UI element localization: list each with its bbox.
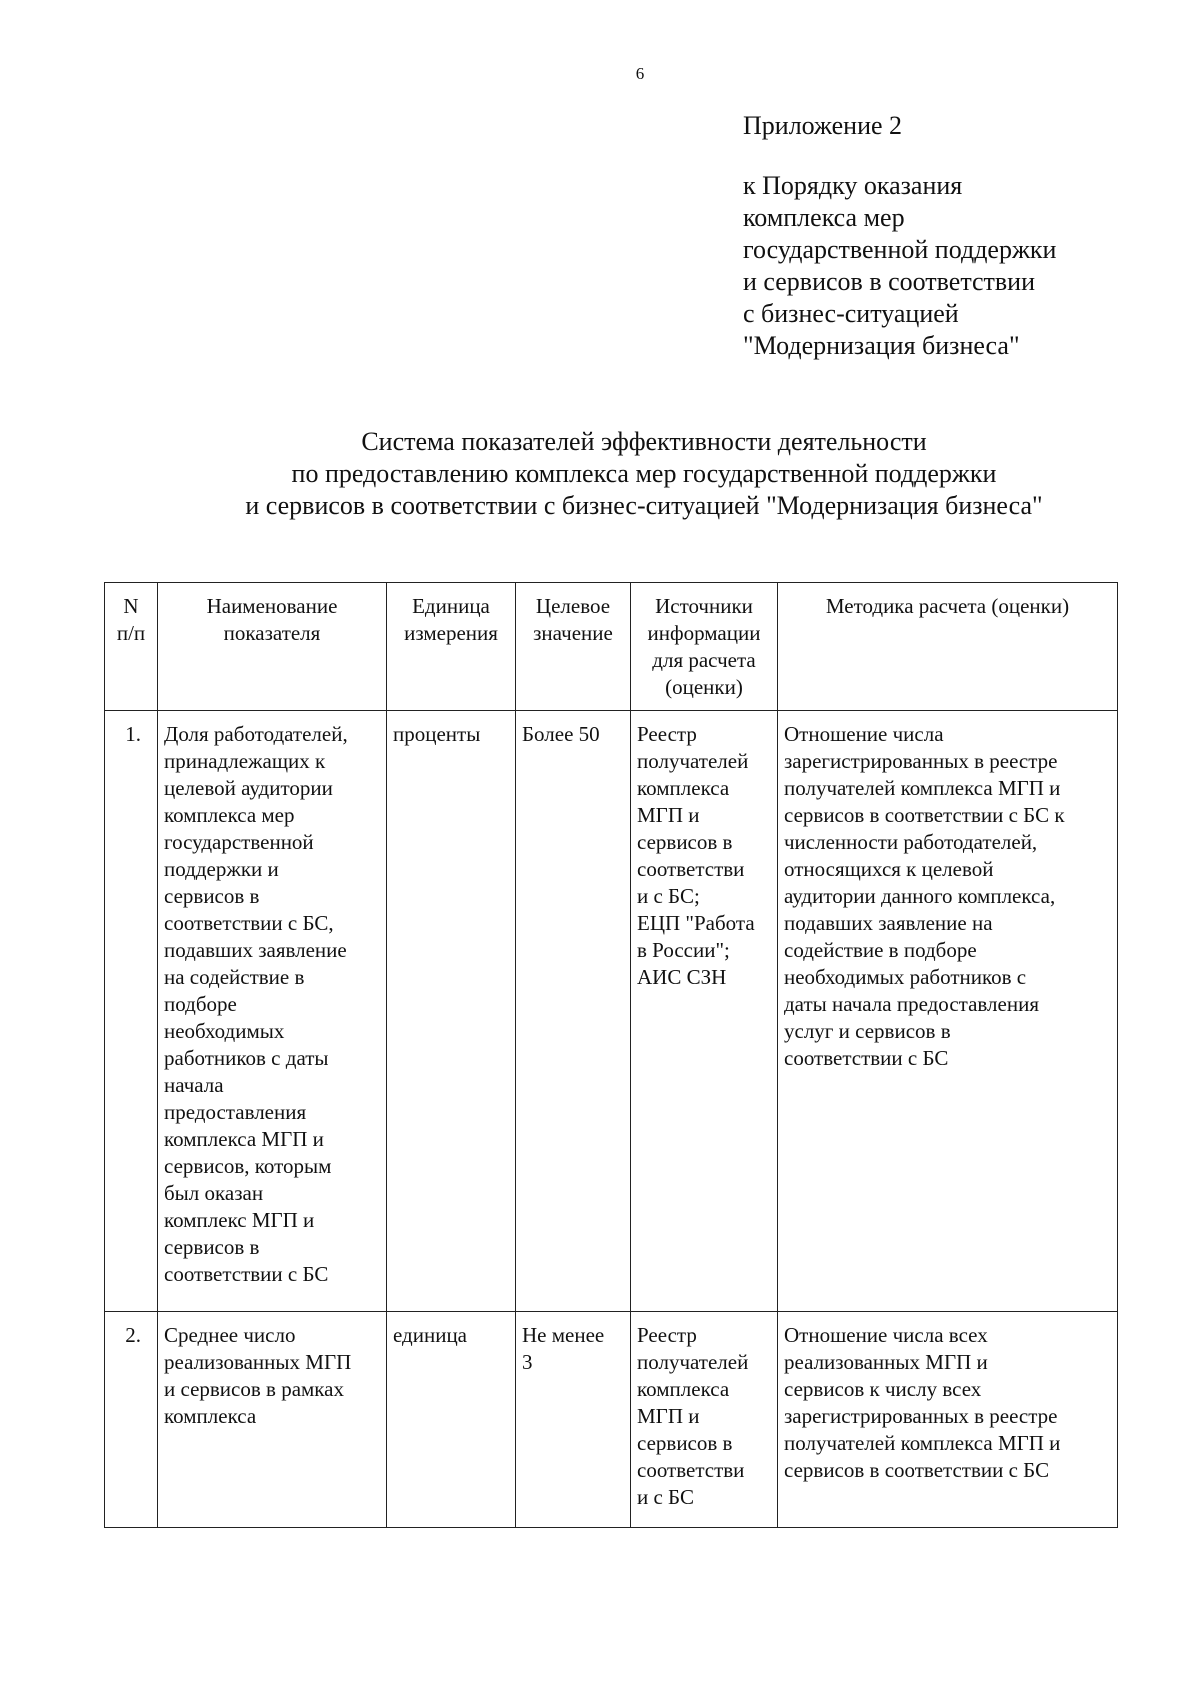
cell-text-line: целевой аудитории	[164, 776, 333, 800]
cell-text-line: АИС СЗН	[637, 965, 727, 989]
cell-text-line: для расчета	[652, 648, 756, 672]
cell-text-line: Источники	[655, 594, 753, 618]
cell-text-line: МГП и	[637, 1404, 700, 1428]
cell-text-line: начала	[164, 1073, 224, 1097]
cell-text-line: Методика расчета (оценки)	[825, 594, 1070, 618]
cell-text-line: Доля работодателей,	[164, 722, 348, 746]
cell-text-line: комплекса мер	[164, 803, 295, 827]
cell-text-line: комплекса	[637, 776, 730, 800]
cell-text-line: Реестр	[637, 1323, 697, 1347]
cell-text-line: получателей	[637, 749, 749, 773]
appendix-line: "Модернизация бизнеса"	[743, 331, 1020, 360]
cell-text-line: сервисов к числу всех	[784, 1377, 982, 1401]
cell-text-line: Единица	[412, 594, 490, 618]
cell-text-line: содействие в подборе	[784, 938, 977, 962]
document-title-line: и сервисов в соответствии с бизнес-ситуацией "Модернизация бизнеса"	[245, 491, 1043, 520]
cell-text-line: соответствии с БС,	[164, 911, 334, 935]
sources-cell	[631, 711, 778, 1312]
table-row	[105, 1312, 1118, 1528]
cell-text-line: (оценки)	[665, 675, 743, 699]
cell-text-line: соответствии с БС	[784, 1046, 949, 1070]
cell-text-line: комплекса МГП и	[164, 1127, 324, 1151]
appendix-line: с бизнес-ситуацией	[743, 299, 959, 328]
cell-text-line: реализованных МГП и	[784, 1350, 988, 1374]
method-cell	[778, 1312, 1118, 1528]
cell-text-line: значение	[533, 621, 613, 645]
cell-text-line: информации	[647, 621, 761, 645]
header-cell	[387, 583, 516, 711]
cell-text-line: п/п	[116, 621, 146, 645]
appendix-line: комплекса мер	[743, 203, 905, 232]
cell-text-line: подавших заявление на	[784, 911, 993, 935]
cell-text-line: даты начала предоставления	[784, 992, 1039, 1016]
cell-text-line: Более 50	[522, 722, 600, 746]
cell-text-line: получателей комплекса МГП и	[784, 776, 1061, 800]
cell-text-line: сервисов в соответствии с БС к	[784, 803, 1065, 827]
cell-text-line: Целевое	[535, 594, 611, 618]
cell-text-line: Среднее число	[164, 1323, 296, 1347]
cell-text-line: зарегистрированных в реестре	[784, 749, 1058, 773]
document-title-line: Система показателей эффективности деятельности	[361, 427, 927, 456]
target-cell	[516, 711, 631, 1312]
cell-text-line: относящихся к целевой	[784, 857, 994, 881]
cell-text-line: Отношение числа	[784, 722, 944, 746]
cell-text-line: подборе	[164, 992, 237, 1016]
unit-cell	[387, 1312, 516, 1528]
cell-text-line: комплекс МГП и	[164, 1208, 315, 1232]
header-cell	[158, 583, 387, 711]
appendix-block	[743, 110, 1183, 362]
cell-text-line: необходимых	[164, 1019, 285, 1043]
row-number-cell: 1.	[105, 711, 158, 1312]
cell-text-line: реализованных МГП	[164, 1350, 352, 1374]
appendix-line: и сервисов в соответствии	[743, 267, 1036, 296]
document-title	[0, 426, 1200, 522]
row-number-cell: 2.	[105, 1312, 158, 1528]
cell-text-line: аудитории данного комплекса,	[784, 884, 1056, 908]
method-cell	[778, 711, 1118, 1312]
cell-text-line: проценты	[393, 722, 481, 746]
table-header-row	[105, 583, 1118, 711]
cell-text-line: сервисов в	[164, 1235, 260, 1259]
cell-text-line: в России";	[637, 938, 730, 962]
target-cell	[516, 1312, 631, 1528]
cell-text-line: работников с даты	[164, 1046, 329, 1070]
cell-text-line: показателя	[223, 621, 321, 645]
indicator-name-cell	[158, 1312, 387, 1528]
header-cell	[631, 583, 778, 711]
cell-text-line: единица	[393, 1323, 468, 1347]
cell-text-line: Не менее	[522, 1323, 605, 1347]
cell-text-line: Реестр	[637, 722, 697, 746]
appendix-title: Приложение 2	[743, 111, 903, 140]
document-title-line: по предоставлению комплекса мер государственной поддержки	[291, 459, 997, 488]
cell-text-line: необходимых работников с	[784, 965, 1027, 989]
appendix-line: к Порядку оказания	[743, 171, 963, 200]
cell-text-line: сервисов, которым	[164, 1154, 332, 1178]
cell-text-line: МГП и	[637, 803, 700, 827]
table-row	[105, 711, 1118, 1312]
cell-text-line: сервисов в	[637, 830, 733, 854]
sources-cell	[631, 1312, 778, 1528]
indicators-table	[104, 582, 1118, 1528]
cell-text-line: предоставления	[164, 1100, 307, 1124]
cell-text-line: был оказан	[164, 1181, 264, 1205]
cell-text-line: зарегистрированных в реестре	[784, 1404, 1058, 1428]
cell-text-line: ЕЦП "Работа	[637, 911, 755, 935]
cell-text-line: принадлежащих к	[164, 749, 326, 773]
cell-text-line: соответствии с БС	[164, 1262, 329, 1286]
cell-text-line: соответстви	[637, 1458, 745, 1482]
cell-text-line: поддержки и	[164, 857, 279, 881]
header-cell	[105, 583, 158, 711]
cell-text-line: соответстви	[637, 857, 745, 881]
cell-text-line: N	[123, 594, 139, 618]
cell-text-line: Наименование	[206, 594, 338, 618]
cell-text-line: получателей	[637, 1350, 749, 1374]
page-number: 6	[635, 64, 645, 83]
cell-text-line: на содействие в	[164, 965, 305, 989]
cell-text-line: измерения	[404, 621, 498, 645]
cell-text-line: и с БС;	[637, 884, 700, 908]
cell-text-line: государственной	[164, 830, 314, 854]
appendix-line: государственной поддержки	[743, 235, 1057, 264]
cell-text-line: и сервисов в рамках	[164, 1377, 345, 1401]
cell-text-line: сервисов в	[164, 884, 260, 908]
cell-text-line: получателей комплекса МГП и	[784, 1431, 1061, 1455]
cell-text-line: сервисов в соответствии с БС	[784, 1458, 1050, 1482]
header-cell	[516, 583, 631, 711]
cell-text-line: 3	[522, 1350, 533, 1374]
cell-text-line: подавших заявление	[164, 938, 347, 962]
cell-text-line: и с БС	[637, 1485, 694, 1509]
header-cell	[778, 583, 1118, 711]
cell-text-line: Отношение числа всех	[784, 1323, 988, 1347]
cell-text-line: сервисов в	[637, 1431, 733, 1455]
cell-text-line: комплекса	[164, 1404, 257, 1428]
indicator-name-cell	[158, 711, 387, 1312]
cell-text-line: услуг и сервисов в	[784, 1019, 951, 1043]
cell-text-line: численности работодателей,	[784, 830, 1038, 854]
unit-cell	[387, 711, 516, 1312]
cell-text-line: комплекса	[637, 1377, 730, 1401]
